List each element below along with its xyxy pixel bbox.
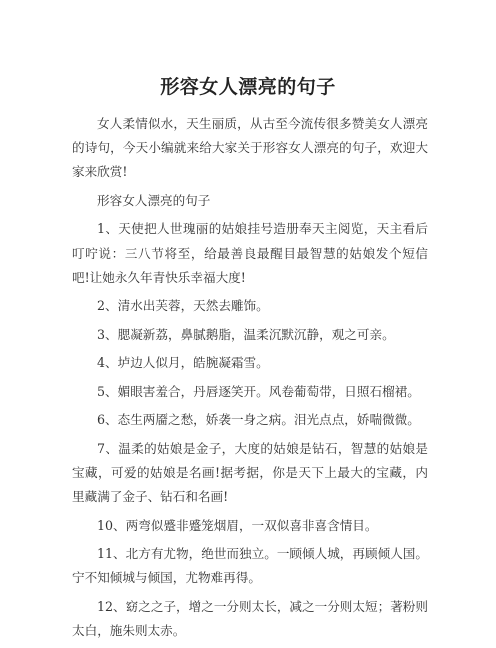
sentence-item: 10、两弯似蹙非蹙笼烟眉，一双似喜非喜含情目。 bbox=[97, 517, 378, 533]
article-body bbox=[72, 112, 428, 648]
sentence-item: 2、清水出芙蓉，天然去雕饰。 bbox=[97, 298, 269, 314]
sentence-item: 3、腮凝新荔，鼻腻鹅脂，温柔沉默沉静，观之可亲。 bbox=[97, 326, 395, 342]
section-heading: 形容女人漂亮的句子 bbox=[97, 192, 211, 208]
intro-paragraph: 女人柔情似水，天生丽质，从古至今流传很多赞美女人漂亮的诗句，今天小编就来给大家关于形容女人漂亮的句子，欢迎大家来欣赏! bbox=[72, 116, 428, 180]
sentence-item: 11、北方有尤物，绝世而独立。一顾倾人城，再顾倾人国。宁不知倾城与倾国，尤物难再得。 bbox=[72, 546, 428, 586]
sentence-item: 5、媚眼害羞合，丹唇逐笑开。风卷葡萄带，日照石榴裙。 bbox=[97, 383, 420, 399]
article-title: 形容女人漂亮的句子 bbox=[160, 76, 336, 98]
sentence-item: 4、垆边人似月，皓腕凝霜雪。 bbox=[97, 355, 269, 371]
sentence-item: 1、天使把人世瑰丽的姑娘挂号造册奉天主阅览，天主看后叮咛说：三八节将至，给最善良最醒目最智慧的姑娘发个短信吧!让她永久年青快乐幸福大度! bbox=[72, 221, 428, 285]
sentence-item: 12、窈之之子，增之一分则太长，减之一分则太短；著粉则太白，施朱则太赤。 bbox=[72, 598, 428, 639]
sentence-item: 6、态生两靥之愁，娇袭一身之病。泪光点点，娇喘微微。 bbox=[97, 412, 420, 428]
sentence-item: 7、温柔的姑娘是金子，大度的姑娘是钻石，智慧的姑娘是宝藏，可爱的姑娘是名画!据考据，你是天下上最大的宝藏，内里藏满了金子、钻石和名画! bbox=[72, 440, 428, 505]
